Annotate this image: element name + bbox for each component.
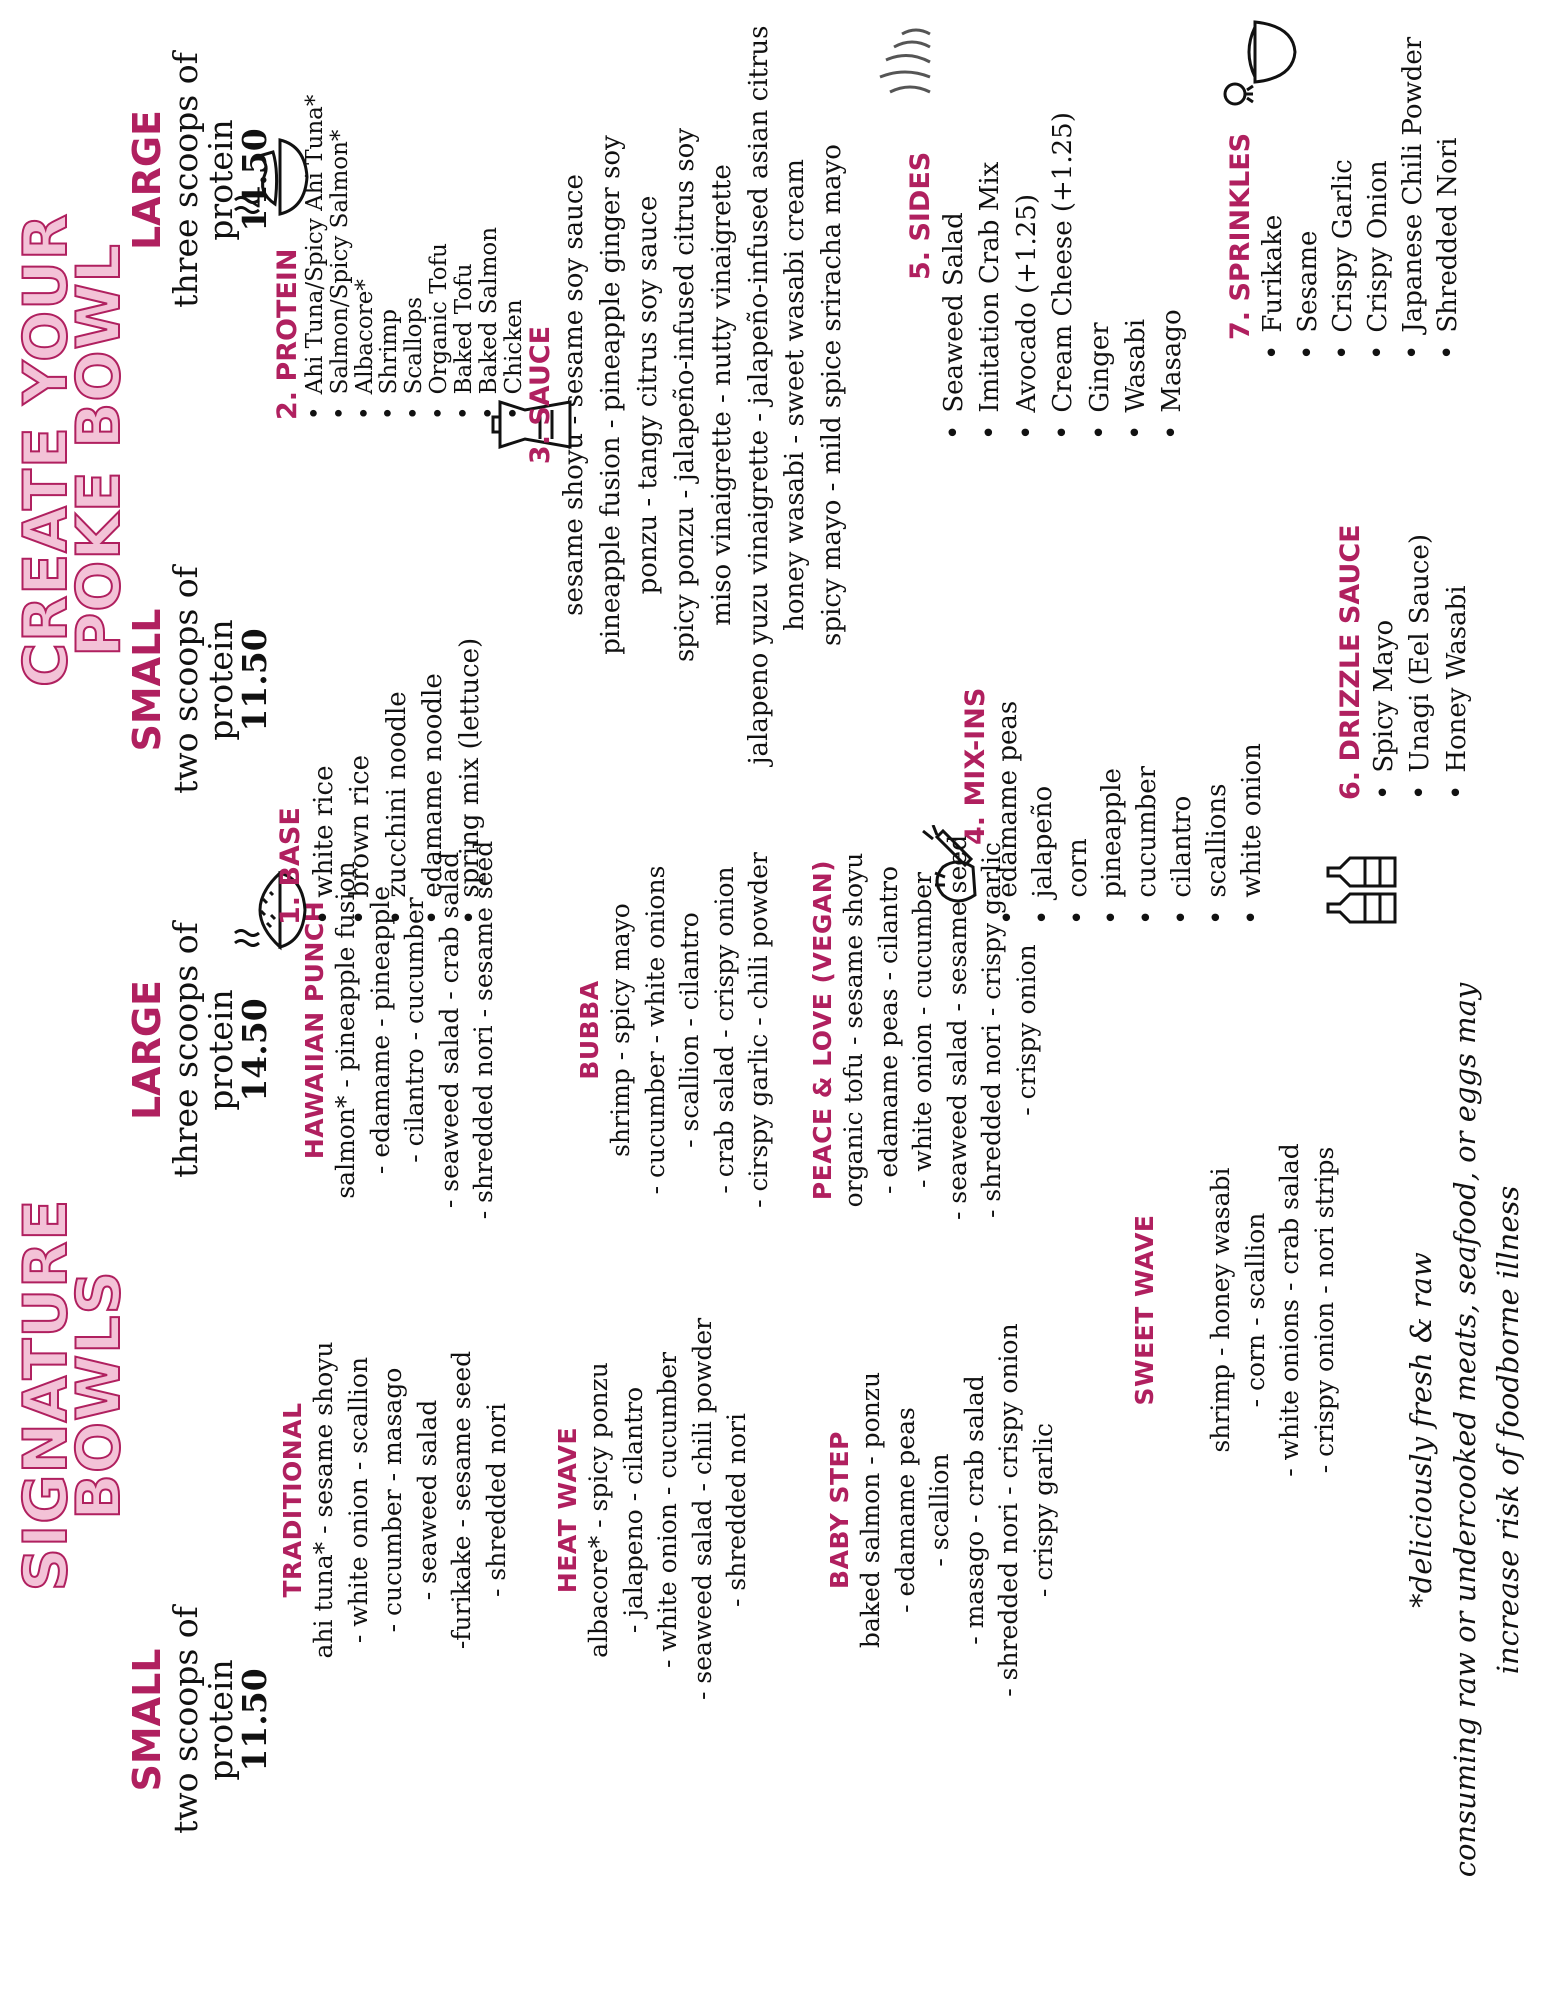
bowl-name: HEAT WAVE bbox=[553, 1426, 582, 1594]
bowl-ingredients: organic tofu - sesame shoyu - edamame peas - cilantro - white onion - cucumber - seaweed salad - sesame seed - shredded nori - crispy garlic - crispy onion bbox=[839, 834, 1041, 1220]
list-item: • jalapeño bbox=[1026, 605, 1061, 925]
list-item: • Japanese Chili Powder bbox=[1396, 0, 1431, 360]
step-mixins-title: 4. MIX-INS bbox=[960, 687, 991, 845]
step-protein-title: 2. PROTEIN bbox=[272, 248, 303, 420]
step-sprinkles bbox=[1225, 0, 1467, 360]
list-item: • Imitation Crab Mix bbox=[972, 0, 1008, 440]
step-sprinkles-title: 7. SPRINKLES bbox=[1225, 132, 1256, 340]
step-sides-title: 5. SIDES bbox=[905, 151, 936, 280]
list-item: • edamame peas bbox=[991, 605, 1026, 925]
list-item: ponzu - tangy citrus soy sauce bbox=[632, 195, 663, 595]
bowl-sweet-wave bbox=[1130, 1100, 1342, 1520]
size-small-desc: two scoops of protein bbox=[166, 566, 240, 794]
bowl-ingredients: shrimp - spicy mayo - cucumber - white onions - scallion - cilantro - crab salad - crispy onion - cirspy garlic - chili powder bbox=[606, 852, 773, 1208]
step-mixins bbox=[960, 605, 1270, 925]
list-item: • cucumber bbox=[1130, 605, 1165, 925]
step-sauce bbox=[525, 0, 851, 790]
bowl-bubba bbox=[575, 840, 777, 1220]
size-small-price: 11.50 bbox=[235, 1668, 275, 1772]
list-item: • Avocado (+1.25) bbox=[1009, 0, 1045, 440]
list-item: • edamame noodle bbox=[415, 545, 451, 925]
raw-food-disclaimer bbox=[1400, 980, 1531, 1880]
list-item: • Shrimp bbox=[377, 0, 402, 420]
mixins-list bbox=[991, 605, 1270, 925]
step-sauce-title: 3. SAUCE bbox=[525, 325, 556, 465]
bowl-ingredients: salmon* - pineapple fusion - edamame - pineapple - cilantro - cucumber - seaweed salad - crab salad - shredded nori - sesame seed bbox=[331, 840, 498, 1220]
list-item: pineapple fusion - pineapple ginger soy bbox=[595, 135, 626, 655]
list-item: honey wasabi - sweet wasabi cream bbox=[780, 159, 811, 631]
list-item: • Chicken bbox=[502, 0, 527, 420]
size-large-price: 14.50 bbox=[235, 998, 275, 1102]
create-title-line2: POKE BOWL bbox=[63, 243, 134, 657]
list-item: • Spicy Mayo bbox=[1366, 440, 1402, 800]
list-item: • Sesame bbox=[1291, 0, 1326, 360]
size-small-price: 11.50 bbox=[235, 628, 275, 732]
sides-list bbox=[936, 0, 1191, 440]
list-item: • Scallops bbox=[402, 0, 427, 420]
list-item: • Baked Tofu bbox=[452, 0, 477, 420]
list-item: jalapeno yuzu vinaigrette - jalapeño-infused asian citrus bbox=[743, 25, 774, 765]
size-small-label: SMALL bbox=[125, 608, 169, 752]
create-title-line1: CREATE YOUR bbox=[11, 212, 81, 688]
bowl-name: BUBBA bbox=[575, 980, 604, 1080]
bowl-heat-wave bbox=[553, 1317, 755, 1700]
note-foodborne-illness: increase risk of foodborne illness bbox=[1491, 1185, 1525, 1675]
list-item: • spring mix (lettuce) bbox=[452, 545, 488, 925]
list-item: • scallions bbox=[1200, 605, 1235, 925]
size-large-label: LARGE bbox=[125, 979, 169, 1121]
size-large-label: LARGE bbox=[125, 109, 169, 251]
bowl-name: BABY STEP bbox=[825, 1431, 854, 1589]
create-small-size bbox=[125, 530, 273, 830]
size-large-price: 14.50 bbox=[235, 128, 275, 232]
list-item: • Honey Wasabi bbox=[1439, 440, 1475, 800]
bowl-ingredients: albacore* - spicy ponzu - jalapeno - cilantro - white onion - cucumber - seaweed salad - chili powder - shredded nori bbox=[584, 1317, 751, 1700]
list-item: • Furikake bbox=[1256, 0, 1291, 360]
bowl-traditional bbox=[278, 1330, 514, 1670]
list-item: miso vinaigrette - nutty vinaigrette bbox=[706, 164, 737, 626]
list-item: • Albacore* bbox=[353, 0, 378, 420]
bowl-name: PEACE & LOVE (VEGAN) bbox=[808, 859, 837, 1201]
protein-list bbox=[303, 0, 526, 420]
bowl-name: SWEET WAVE bbox=[1130, 1214, 1159, 1406]
list-item: • cilantro bbox=[1165, 605, 1200, 925]
bottles-icon bbox=[1320, 850, 1400, 930]
size-large-desc: three scoops of protein bbox=[166, 922, 240, 1178]
signature-small-size bbox=[125, 1590, 273, 1850]
step-protein bbox=[272, 0, 526, 420]
list-item: • corn bbox=[1061, 605, 1096, 925]
list-item: • Unagi (Eel Sauce) bbox=[1402, 440, 1438, 800]
list-item: • Crispy Garlic bbox=[1326, 0, 1361, 360]
list-item: sesame shoyu - sesame soy sauce bbox=[559, 174, 589, 616]
list-item: • Ginger bbox=[1082, 0, 1118, 440]
step-base bbox=[275, 545, 488, 925]
size-small-label: SMALL bbox=[125, 1648, 169, 1792]
list-item: • Baked Salmon bbox=[477, 0, 502, 420]
list-item: • brown rice bbox=[342, 545, 378, 925]
sauce-list bbox=[556, 0, 851, 790]
size-small-desc: two scoops of protein bbox=[166, 1606, 240, 1834]
bowl-name: HAWAIIAN PUNCH bbox=[300, 900, 329, 1160]
bowl-ingredients: shrimp - honey wasabi - corn - scallion - white onions - crab salad - crispy onion - nori strips bbox=[1206, 1143, 1339, 1477]
drizzle-list bbox=[1366, 440, 1475, 800]
list-item: • white onion bbox=[1235, 605, 1270, 925]
list-item: • Wasabi bbox=[1118, 0, 1154, 440]
bowl-ingredients: ahi tuna* - sesame shoyu - white onion - scallion - cucumber - masago - seaweed salad -furikake - sesame seed - shredded nori bbox=[309, 1341, 511, 1659]
list-item: • Shredded Nori bbox=[1431, 0, 1466, 360]
step-base-title: 1. BASE bbox=[275, 807, 306, 925]
list-item: spicy ponzu - jalapeño-infused citrus soy bbox=[669, 127, 700, 663]
sprinkles-list bbox=[1256, 0, 1467, 360]
list-item: • zucchini noodle bbox=[379, 545, 415, 925]
bowl-ingredients: baked salmon - ponzu - edamame peas - scallion - masago - crab salad - shredded nori - crispy onion - crispy garlic bbox=[856, 1323, 1058, 1697]
signature-title-line2: BOWLS bbox=[63, 1270, 134, 1520]
step-sides bbox=[905, 0, 1191, 440]
step-drizzle bbox=[1335, 440, 1475, 800]
list-item: • pineapple bbox=[1095, 605, 1130, 925]
create-title bbox=[11, 170, 134, 730]
size-large-desc: three scoops of protein bbox=[166, 52, 240, 308]
list-item: spicy mayo - mild spice sriracha mayo bbox=[817, 144, 848, 646]
step-drizzle-title: 6. DRIZZLE SAUCE bbox=[1335, 524, 1366, 800]
list-item: • Salmon/Spicy Salmon* bbox=[328, 0, 353, 420]
base-list bbox=[306, 545, 488, 925]
list-item: • white rice bbox=[306, 545, 342, 925]
list-item: • Masago bbox=[1154, 0, 1190, 440]
note-consuming-raw: consuming raw or undercooked meats, seafood, or eggs may bbox=[1447, 982, 1482, 1878]
list-item: • Crispy Onion bbox=[1361, 0, 1396, 360]
list-item: • Seaweed Salad bbox=[936, 0, 972, 440]
bowl-baby-step bbox=[825, 1320, 1061, 1700]
signature-title bbox=[11, 1145, 134, 1645]
list-item: • Ahi Tuna/Spicy Ahi Tuna* bbox=[303, 0, 328, 420]
signature-title-line1: SIGNATURE bbox=[11, 1198, 81, 1592]
note-fresh-raw: *deliciously fresh & raw bbox=[1404, 1252, 1438, 1608]
bowl-name: TRADITIONAL bbox=[278, 1402, 307, 1598]
list-item: • Organic Tofu bbox=[427, 0, 452, 420]
list-item: • Cream Cheese (+1.25) bbox=[1045, 0, 1081, 440]
